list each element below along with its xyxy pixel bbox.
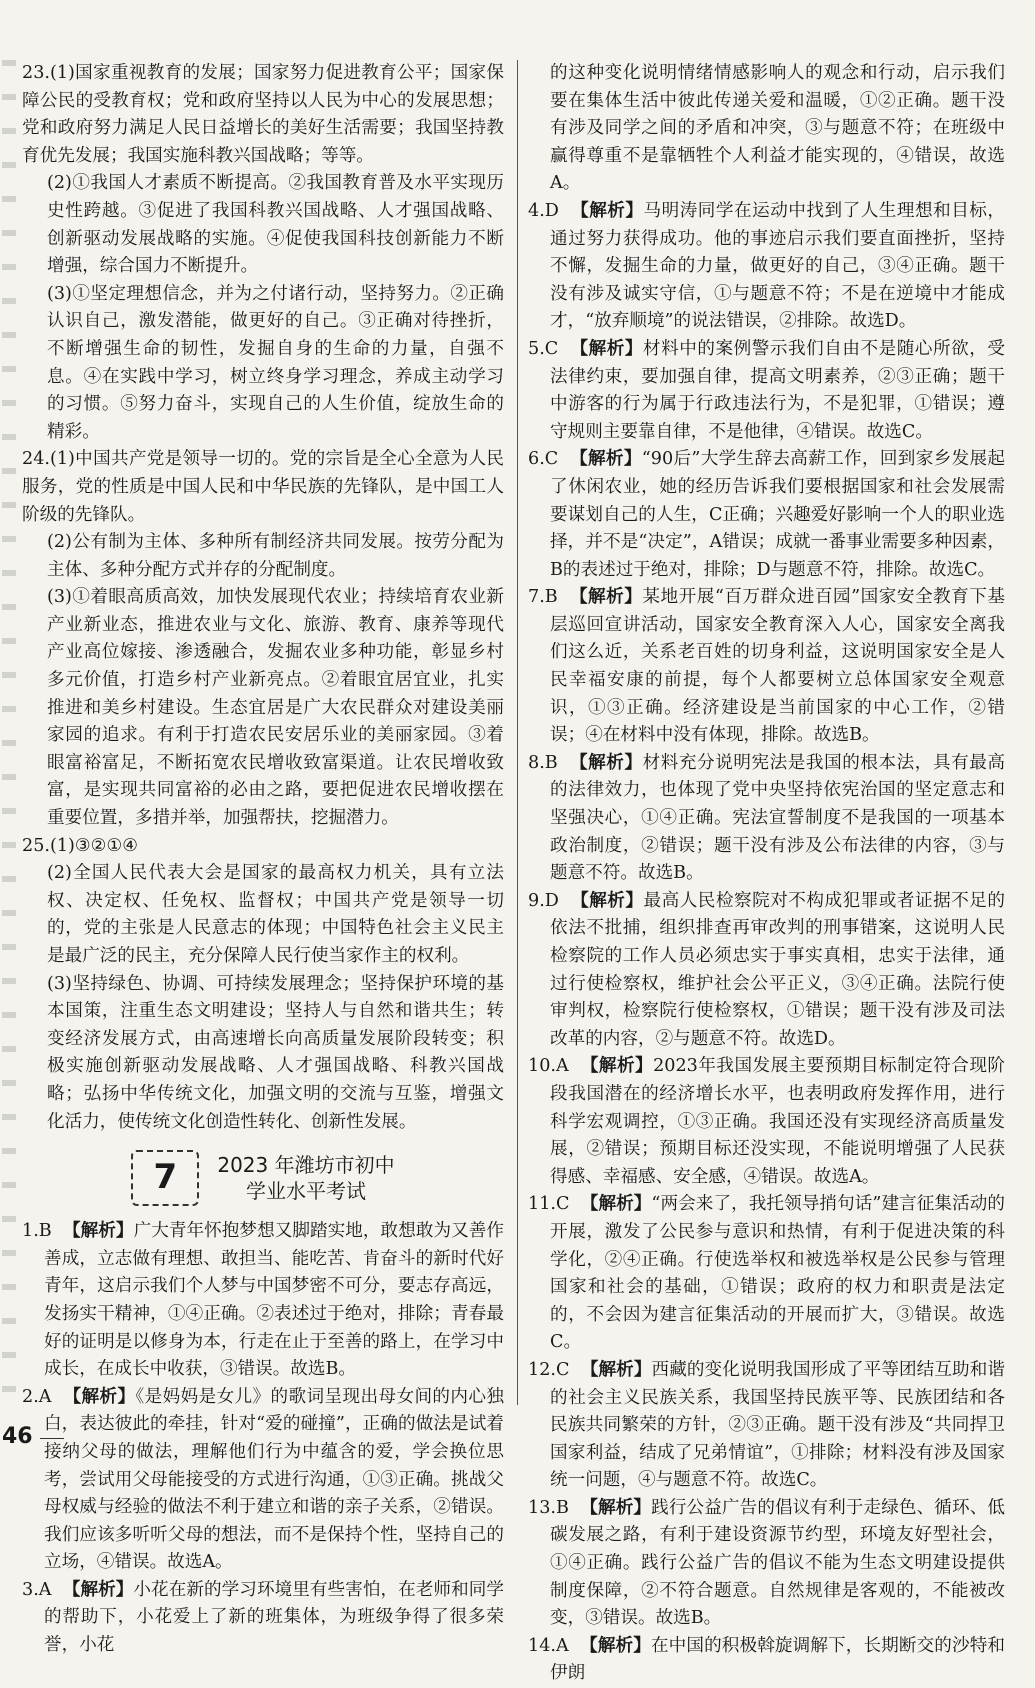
answer-text: 材料充分说明宪法是我国的根本法，具有最高的法律效力，也体现了党中央坚持依宪治国的坚定意志和坚强决心，①④正确。宪法宣誓制度不是我国的一项基本政治制度，②错误；题干没有涉及公布法律的内容，③与题意不符。故选B。	[550, 752, 1005, 884]
answer-24-part2: (2)公有制为主体、多种所有制经济共同发展。按劳分配为主体、多种分配方式并存的分配制度。	[47, 532, 504, 580]
answer-text: 广大青年怀抱梦想又脚踏实地，敢想敢为又善作善成，立志做有理想、敢担当、能吃苦、肯奋斗的新时代好青年，这启示我们个人梦与中国梦密不可分，要志存高远，发扬实干精神，①④正确。②表述过于绝对，排除；青春最好的证明是以修身为本，行走在止于至善的路上，在学习中成长，在成长中收获，③错误。故选B。	[44, 1221, 504, 1380]
analysis-tag: 【解析】	[580, 1497, 652, 1518]
answer-3	[22, 1577, 504, 1660]
analysis-tag: 【解析】	[580, 1194, 652, 1215]
answer-11	[528, 1191, 1005, 1357]
answer-lead: 9.D	[528, 890, 559, 911]
exam-title	[217, 1152, 394, 1204]
page-number: 46	[2, 1424, 33, 1449]
analysis-tag: 【解析】	[570, 449, 642, 470]
answer-lead: 4.D	[528, 200, 559, 221]
answer-1	[22, 1218, 504, 1384]
answer-13	[528, 1495, 1005, 1633]
analysis-tag: 【解析】	[571, 890, 644, 911]
answer-14	[528, 1633, 1005, 1688]
analysis-tag: 【解析】	[570, 338, 644, 359]
answer-lead: 11.C	[528, 1194, 570, 1215]
answer-12	[528, 1357, 1005, 1495]
answer-lead: 5.C	[528, 338, 559, 359]
answer-3-continued: 的这种变化说明情绪情感影响人的观念和行动，启示我们要在集体生活中彼此传递关爱和温暖，①②正确。题干没有涉及同学之间的矛盾和冲突，③与题意不符；在班级中赢得尊重不是靠牺牲个人利益才能实现的，④错误，故选A。	[550, 63, 1005, 194]
left-column	[22, 60, 504, 1660]
answer-8	[528, 750, 1005, 888]
answer-text: 马明涛同学在运动中找到了人生理想和目标，通过努力获得成功。他的事迹启示我们要直面挫折，坚持不懈，发掘生命的力量，做更好的自己，③④正确。题干没有涉及诚实守信，①与题意不符；不是在逆境中才能成才，“放弃顺境”的说法错误，②排除。故选D。	[550, 200, 1005, 332]
analysis-tag: 【解析】	[571, 200, 644, 221]
answer-text: “90后”大学生辞去高薪工作，回到家乡发展起了休闲农业，她的经历告诉我们要根据国家和社会发展需要谋划自己的人生，C正确；兴趣爱好影响一个人的职业选择，并不是“决定”，A错误；成就一番事业需要多种因素，B的表述过于绝对，排除；D与题意不符，排除。故选C。	[550, 449, 1005, 580]
exam-title-line2: 学业水平考试	[245, 1179, 366, 1204]
answer-text: 《是妈妈是女儿》的歌词呈现出母女间的内心独白，表达彼此的牵挂，针对“爱的碰撞”，正确的做法是试着接纳父母的做法，理解他们行为中蕴含的爱，学会换位思考，尝试用父母能接受的方式进行沟通，①③正确。挑战父母权威与经验的做法不利于建立和谐的亲子关系，②错误。我们应该多听听父母的想法，而不是保持个性，坚持自己的立场，④错误。故选A。	[44, 1386, 504, 1573]
answer-lead: 10.A	[528, 1056, 569, 1077]
analysis-tag: 【解析】	[580, 1635, 651, 1656]
answer-7	[528, 584, 1005, 750]
exam-number-badge: 7	[131, 1150, 199, 1206]
answer-text: 小花在新的学习环境里有些害怕，在老师和同学的帮助下，小花爱上了新的班集体，为班级争得了很多荣誉，小花	[44, 1579, 504, 1656]
answer-10	[528, 1053, 1005, 1191]
binding-edge-strip	[2, 60, 16, 1400]
answer-23-part2: (2)①我国人才素质不断提高。②我国教育普及水平实现历史性跨越。③促进了我国科教兴国战略、人才强国战略、创新驱动发展战略的实施。④促使我国科技创新能力不断增强，综合国力不断提升。	[47, 173, 504, 277]
analysis-tag: 【解析】	[580, 1056, 654, 1077]
page-number-rule	[40, 1438, 64, 1439]
answer-4	[528, 198, 1005, 336]
answer-lead: 13.B	[528, 1497, 569, 1518]
analysis-tag: 【解析】	[570, 752, 643, 773]
answer-25-part3: (3)坚持绿色、协调、可持续发展理念；坚持保护环境的基本国策，注重生态文明建设；坚持人与自然和谐共生；转变经济发展方式，由高速增长向高质量发展阶段转变；积极实施创新驱动发展战略、人才强国战略、科教兴国战略；弘扬中华传统文化，加强文明的交流与互鉴，增强文化活力，使传统文化创造性转化、创新性发展。	[47, 973, 504, 1132]
column-divider	[517, 60, 518, 1405]
answer-text: 在中国的积极斡旋调解下，长期断交的沙特和伊朗	[550, 1635, 1005, 1684]
answer-25-part2: (2)全国人民代表大会是国家的最高权力机关，具有立法权、决定权、任免权、监督权；中国共产党是领导一切的，党的主张是人民意志的体现；中国特色社会主义民主是最广泛的民主，充分保障人民行使当家作主的权利。	[47, 863, 504, 966]
answer-lead: 3.A	[22, 1579, 52, 1600]
answer-text: 践行公益广告的倡议有利于走绿色、循环、低碳发展之路，有利于建设资源节约型，环境友好型社会，①④正确。践行公益广告的倡议不能为生态文明建设提供制度保障，②不符合题意。自然规律是客观的，不能被改变，③错误。故选B。	[550, 1497, 1005, 1629]
answer-lead: 7.B	[528, 587, 558, 608]
answer-text: 最高人民检察院对不构成犯罪或者证据不足的依法不批捕，组织排查再审改判的刑事错案，这说明人民检察院的工作人员必须忠实于事实真相，忠实于法律，通过行使检察权，维护社会公平正义，③④正确。法院行使审判权，检察院行使检察权，①错误；题干没有涉及司法改革的内容，②与题意不符。故选D。	[550, 890, 1005, 1049]
right-column	[528, 60, 1005, 1688]
answer-text: 某地开展“百万群众进百园”国家安全教育下基层巡回宣讲活动，国家安全教育深入人心，国家安全离我们这么近，关系老百姓的切身利益，这说明国家安全是人民幸福安康的前提，每个人都要树立总体国家安全观意识，①③正确。经济建设是当前国家的中心工作，②错误；④在材料中没有体现，排除。故选B。	[550, 587, 1005, 746]
analysis-tag: 【解析】	[62, 1579, 134, 1600]
answer-23-part3: (3)①坚定理想信念，并为之付诸行动，坚持努力。②正确认识自己，激发潜能，做更好的自己。③正确对待挫折，不断增强生命的韧性，发掘自身的生命的力量，自强不息。④在实践中学习，树立终身学习理念，养成主动学习的习惯。⑤努力奋斗，实现自己的人生价值，绽放生命的精彩。	[47, 283, 504, 442]
answer-23-part1: 23.(1)国家重视教育的发展；国家努力促进教育公平；国家保障公民的受教育权；党和政府坚持以人民为中心的发展思想；党和政府努力满足人民日益增长的美好生活需要；我国坚持教育优先发展；我国实施科教兴国战略；等等。	[22, 63, 504, 166]
answer-text: 西藏的变化说明我国形成了平等团结互助和谐的社会主义民族关系，我国坚持民族平等、民族团结和各民族共同繁荣的方针，②③正确。题干没有涉及“共同捍卫国家利益，结成了兄弟情谊”，①排除；材料没有涉及国家统一问题，④与题意不符。故选C。	[550, 1359, 1005, 1491]
answer-6	[528, 446, 1005, 584]
answer-lead: 1.B	[22, 1221, 52, 1242]
answer-text: 2023年我国发展主要预期目标制定符合现阶段我国潜在的经济增长水平，也表明政府发挥作用，进行科学宏观调控，①③正确。我国还没有实现经济高质量发展，②错误；预期目标还没实现，不能说明增强了人民获得感、幸福感、安全感，④错误。故选A。	[550, 1056, 1005, 1187]
analysis-tag: 【解析】	[569, 587, 643, 608]
exam-title-line1: 2023 年潍坊市初中	[217, 1153, 395, 1178]
answer-text: 材料中的案例警示我们自由不是随心所欲，受法律约束，要加强自律，提高文明素养，②③正确；题干中游客的行为属于行政违法行为，不是犯罪，①错误；遵守规则主要靠自律，不是他律，④错误。故选C。	[550, 338, 1005, 442]
answer-text: “两会来了，我托领导捎句话”建言征集活动的开展，激发了公民参与意识和热情，有利于促进决策的科学化，②④正确。行使选举权和被选举权是公民参与管理国家和社会的基础，①错误；政府的权力和职责是法定的，不会因为建言征集活动的开展而扩大，③错误。故选C。	[550, 1194, 1005, 1353]
analysis-tag: 【解析】	[63, 1221, 134, 1242]
answer-5	[528, 336, 1005, 446]
answer-lead: 6.C	[528, 449, 559, 470]
answer-24-part1: 24.(1)中国共产党是领导一切的。党的宗旨是全心全意为人民服务，党的性质是中国人民和中华民族的先锋队，是中国工人阶级的先锋队。	[22, 449, 504, 525]
answer-25-part1: 25.(1)③②①④	[22, 835, 138, 856]
answer-lead: 8.B	[528, 752, 558, 773]
answer-lead: 14.A	[528, 1635, 569, 1656]
analysis-tag: 【解析】	[63, 1386, 136, 1407]
answer-lead: 12.C	[528, 1359, 570, 1380]
answer-9	[528, 888, 1005, 1054]
answer-24-part3: (3)①着眼高质高效，加快发展现代农业；持续培育农业新产业新业态，推进农业与文化、旅游、教育、康养等现代产业高位嫁接、渗透融合，发掘农业多种功能，彰显乡村多元价值，打造乡村产业新亮点。②着眼宜居宜业，扎实推进和美乡村建设。生态宜居是广大农民群众对建设美丽家园的追求。有利于打造农民安居乐业的美丽家园。③着眼富裕富足，不断拓宽农民增收致富渠道。让农民增收致富，是实现共同富裕的必由之路，要把促进农民增收摆在重要位置，多措并举，加强帮扶，挖掘潜力。	[47, 587, 504, 829]
analysis-tag: 【解析】	[580, 1359, 652, 1380]
exam-section-header	[22, 1150, 504, 1206]
answer-2	[22, 1384, 504, 1577]
answer-lead: 2.A	[22, 1386, 52, 1407]
